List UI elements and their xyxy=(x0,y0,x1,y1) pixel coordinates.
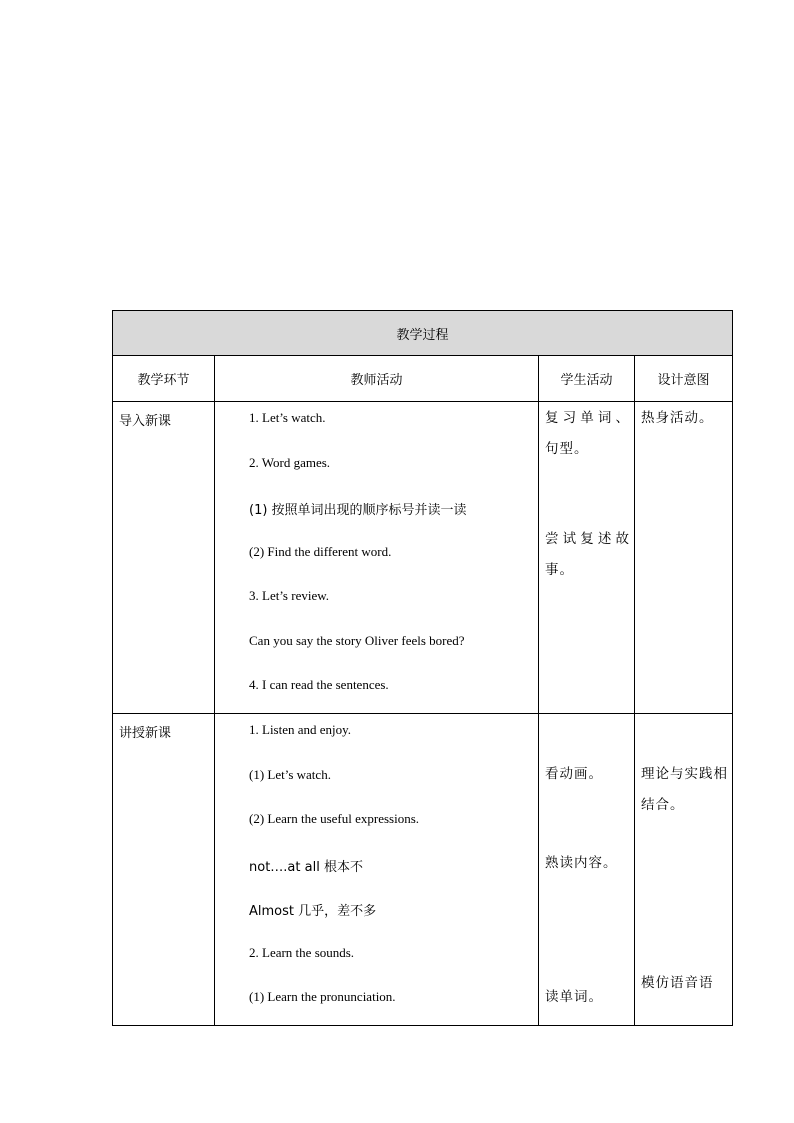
intent-note: 模仿语音语 xyxy=(641,975,714,991)
student-activity-cell xyxy=(539,402,635,714)
student-note: 看动画。 xyxy=(545,766,603,782)
table-row xyxy=(113,402,733,714)
teacher-line: 4. I can read the sentences. xyxy=(249,677,389,692)
header-stage: 教学环节 xyxy=(113,356,215,402)
table-title-row xyxy=(113,311,733,356)
table-title: 教学过程 xyxy=(113,311,733,356)
table-header-row xyxy=(113,356,733,402)
teacher-line: 2. Word games. xyxy=(249,455,331,470)
teacher-line: (1) Learn the pronunciation. xyxy=(249,989,396,1004)
teacher-line: 1. Let’s watch. xyxy=(249,410,326,425)
teacher-line: not….at all 根本不 xyxy=(249,860,363,875)
design-intent-cell xyxy=(635,402,733,714)
teacher-line: (2) Find the different word. xyxy=(249,544,392,559)
lesson-process-table xyxy=(112,310,733,1026)
header-teacher-activity: 教师活动 xyxy=(215,356,539,402)
teacher-line: 2. Learn the sounds. xyxy=(249,945,355,960)
teacher-line: (1) 按照单词出现的顺序标号并读一读 xyxy=(249,503,467,518)
intent-note: 理论与实践相结合。 xyxy=(641,766,729,813)
student-note: 读单词。 xyxy=(545,989,603,1005)
stage-cell: 讲授新课 xyxy=(113,714,215,1026)
student-activity-cell xyxy=(539,714,635,1026)
student-note: 复习单词、句型。 xyxy=(545,410,630,457)
teacher-line: (2) Learn the useful expressions. xyxy=(249,811,420,826)
stage-cell: 导入新课 xyxy=(113,402,215,714)
header-student-activity: 学生活动 xyxy=(539,356,635,402)
student-note: 尝试复述故事。 xyxy=(545,531,630,578)
header-design-intent: 设计意图 xyxy=(635,356,733,402)
design-intent-cell xyxy=(635,714,733,1026)
teacher-line: Can you say the story Oliver feels bored? xyxy=(249,633,465,648)
teacher-line: (1) Let’s watch. xyxy=(249,767,331,782)
teacher-line: 1. Listen and enjoy. xyxy=(249,722,352,737)
teacher-line: Almost 几乎，差不多 xyxy=(249,904,377,919)
teacher-activity-cell xyxy=(215,714,539,1026)
teacher-line: 3. Let’s review. xyxy=(249,588,330,603)
teacher-activity-cell xyxy=(215,402,539,714)
table-row xyxy=(113,714,733,1026)
intent-note: 热身活动。 xyxy=(641,410,714,426)
student-note: 熟读内容。 xyxy=(545,855,618,871)
